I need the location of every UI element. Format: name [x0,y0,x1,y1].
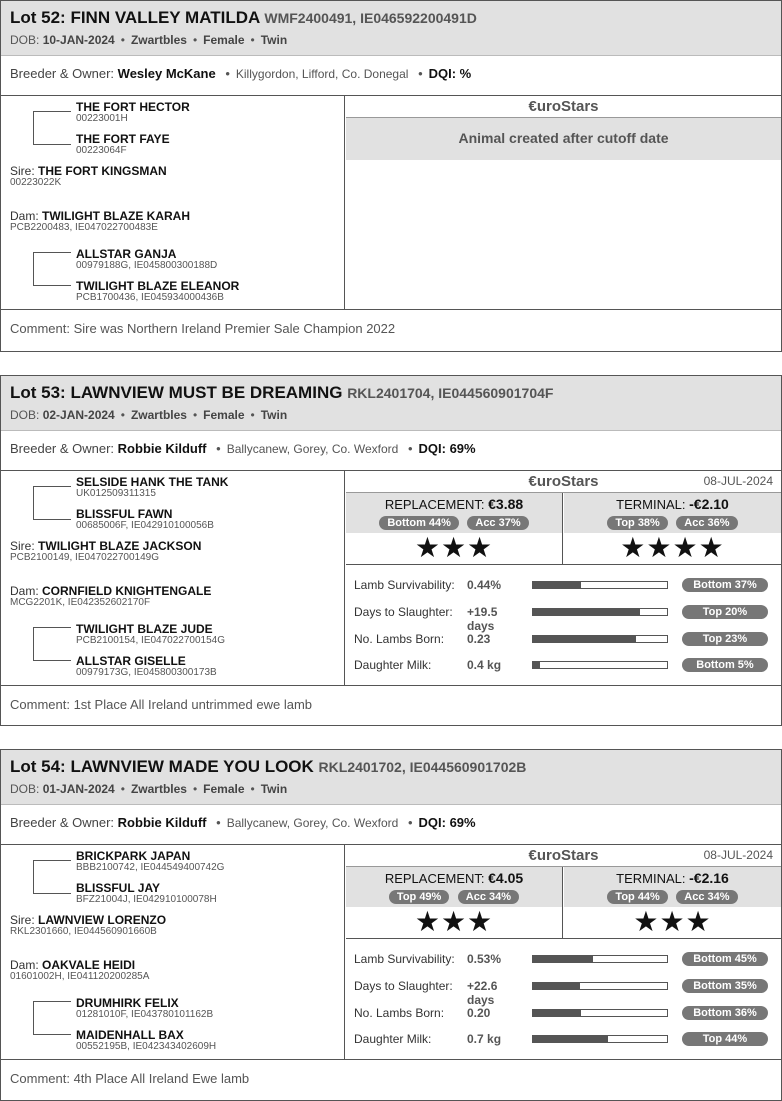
terminal-index [564,867,781,938]
trait-name: Days to Slaughter: [354,605,453,619]
dam-dam-name: MAIDENHALL BAX [76,1028,184,1042]
sire-name [10,539,201,553]
trait-bar [532,661,668,669]
sire-dam-name: THE FORT FAYE [76,132,170,146]
lot-title [10,757,772,777]
birth-type: Twin [260,782,288,796]
trait-row [354,578,781,594]
terminal-stars: ★★★★ [620,532,725,563]
trait-row [354,979,781,1007]
terminal-acc-badge: Acc 36% [676,516,737,530]
trait-name: Days to Slaughter: [354,979,453,993]
terminal-index [564,493,781,564]
owner-location: Killygordon, Lifford, Co. Donegal [235,67,409,81]
lot-header [1,376,781,431]
lot-details: DOB: 01-JAN-2024 • Zwartbles • Female • Twin [10,782,288,796]
dam-id: 01601002H, IE041120200285A [10,971,150,982]
owner-label: Breeder & Owner: [10,66,115,81]
sire-sire-id: BBB2100742, IE044549400742G [76,862,225,873]
trait-row [354,605,781,633]
dqi: DQI: 69% [418,815,476,830]
replacement-stars: ★★★ [414,532,494,563]
replacement-rank-badge: Bottom 44% [379,516,459,530]
lot-header [1,1,781,56]
trait-bar-fill [533,662,540,668]
dam-value: OAKVALE HEIDI [42,958,136,972]
dob-label: DOB: [10,408,40,422]
lot-comment: Comment: 4th Place All Ireland Ewe lamb [10,1071,250,1086]
trait-row [354,952,781,968]
trait-value: 0.7 kg [467,1032,502,1046]
eurostars-title: €uroStars [528,473,599,490]
index-row [346,493,781,565]
terminal-label: TERMINAL: -€2.16 [616,870,729,886]
replacement-value: €4.05 [488,870,524,886]
lot-body [1,471,781,686]
replacement-index [346,493,563,564]
owner-location: Ballycanew, Gorey, Co. Wexford [226,442,399,456]
lot-card [0,375,782,726]
dam-sire-id: 01281010F, IE043780101162B [76,1009,214,1020]
eurostars-panel [346,471,781,685]
replacement-index [346,867,563,938]
trait-rank-badge: Top 44% [682,1032,768,1046]
owner-row: Breeder & Owner: Wesley McKane • Killygordon, Lifford, Co. Donegal • DQI: % [1,56,781,96]
lot-name: Lot 53: LAWNVIEW MUST BE DREAMING [10,383,343,402]
pedigree [1,845,345,1059]
owner-label: Breeder & Owner: [10,815,115,830]
sex: Female [203,408,245,422]
dam-sire-name: TWILIGHT BLAZE JUDE [76,622,213,636]
trait-bar [532,608,668,616]
sire-id: 00223022K [10,177,62,188]
owner-row: Breeder & Owner: Robbie Kilduff • Ballycanew, Gorey, Co. Wexford • DQI: 69% [1,805,781,845]
trait-rank-badge: Bottom 35% [682,979,768,993]
sire-value: THE FORT KINGSMAN [38,164,167,178]
trait-value: 0.44% [467,578,502,592]
eurostars-date: 08-JUL-2024 [703,848,773,862]
trait-name: No. Lambs Born: [354,632,445,646]
breed: Zwartbles [130,408,187,422]
trait-bar-fill [533,956,593,962]
trait-bar [532,1009,668,1017]
replacement-stars: ★★★ [414,906,494,937]
terminal-value: -€2.10 [689,496,729,512]
trait-bar [532,635,668,643]
terminal-label: TERMINAL: -€2.10 [616,496,729,512]
sire-name [10,913,166,927]
dam-dam-name: ALLSTAR GISELLE [76,654,186,668]
dam-name [10,584,211,598]
dob-label: DOB: [10,33,40,47]
sire-dam-name: BLISSFUL JAY [76,881,161,895]
eurostars-title: €uroStars [528,847,599,864]
trait-list [346,565,781,686]
lot-body [1,845,781,1060]
sire-sire-id: 00223001H [76,113,128,124]
terminal-value: -€2.16 [689,870,729,886]
index-row [346,867,781,939]
trait-bar-fill [533,609,640,615]
replacement-rank-badge: Top 49% [389,890,449,904]
cutoff-message: Animal created after cutoff date [346,118,781,160]
trait-name: Daughter Milk: [354,658,432,672]
dam-label: Dam: [10,958,39,972]
trait-list [346,939,781,1060]
sire-sire-name: SELSIDE HANK THE TANK [76,475,229,489]
trait-bar [532,581,668,589]
dob-label: DOB: [10,782,40,796]
trait-rank-badge: Bottom 36% [682,1006,768,1020]
trait-bar-fill [533,983,580,989]
dam-id: PCB2200483, IE047022700483E [10,222,158,233]
sire-dam-id: 00685006F, IE042910100056B [76,520,214,531]
dam-sire-id: 00979188G, IE045800300188D [76,260,218,271]
lot-title [10,383,772,403]
owner-name: Robbie Kilduff [117,815,207,830]
sire-sire-id: UK012509311315 [76,488,156,499]
lot-header [1,750,781,805]
dam-label: Dam: [10,584,39,598]
trait-bar-fill [533,1010,581,1016]
dam-dam-id: 00979173G, IE045800300173B [76,667,217,678]
dam-sire-name: DRUMHIRK FELIX [76,996,179,1010]
dqi: DQI: 69% [418,441,476,456]
replacement-label: REPLACEMENT: €3.88 [384,496,524,512]
sire-id: RKL2301660, IE044560901660B [10,926,157,937]
trait-value: 0.53% [467,952,502,966]
lot-name: Lot 52: FINN VALLEY MATILDA [10,8,260,27]
terminal-rank-badge: Top 44% [607,890,667,904]
sire-label: Sire: [10,539,35,553]
dam-dam-id: 00552195B, IE042343402609H [76,1041,217,1052]
trait-rank-badge: Top 20% [682,605,768,619]
sire-value: TWILIGHT BLAZE JACKSON [38,539,202,553]
replacement-label: REPLACEMENT: €4.05 [384,870,524,886]
pedigree [1,471,345,685]
trait-row [354,1032,781,1048]
lot-card [0,0,782,352]
birth-type: Twin [260,408,288,422]
owner-name: Robbie Kilduff [117,441,207,456]
trait-value: 0.23 [467,632,491,646]
owner-name: Wesley McKane [117,66,216,81]
sire-dam-name: BLISSFUL FAWN [76,507,173,521]
trait-value: 0.20 [467,1006,491,1020]
trait-value: +19.5 days [467,605,498,633]
dam-name [10,958,135,972]
dqi: DQI: % [428,66,472,81]
dob-value: 01-JAN-2024 [42,782,115,796]
trait-name: No. Lambs Born: [354,1006,445,1020]
trait-rank-badge: Bottom 37% [682,578,768,592]
breed: Zwartbles [130,33,187,47]
sire-dam-id: BFZ21004J, IE042910100078H [76,894,217,905]
lot-name: Lot 54: LAWNVIEW MADE YOU LOOK [10,757,314,776]
trait-rank-badge: Top 23% [682,632,768,646]
dam-value: CORNFIELD KNIGHTENGALE [42,584,212,598]
lot-card [0,749,782,1101]
trait-name: Lamb Survivability: [354,578,455,592]
owner-row: Breeder & Owner: Robbie Kilduff • Ballycanew, Gorey, Co. Wexford • DQI: 69% [1,431,781,471]
dam-name [10,209,190,223]
dam-dam-name: TWILIGHT BLAZE ELEANOR [76,279,240,293]
birth-type: Twin [260,33,288,47]
trait-row [354,1006,781,1022]
lot-body [1,96,781,310]
sire-label: Sire: [10,164,35,178]
sex: Female [203,33,245,47]
owner-location: Ballycanew, Gorey, Co. Wexford [226,816,399,830]
trait-rank-badge: Bottom 5% [682,658,768,672]
trait-row [354,658,781,674]
sire-label: Sire: [10,913,35,927]
lot-ids: RKL2401704, IE044560901704F [347,385,554,401]
trait-bar [532,955,668,963]
trait-name: Lamb Survivability: [354,952,455,966]
pedigree [1,96,345,309]
dam-label: Dam: [10,209,39,223]
eurostars-panel [346,96,781,309]
lot-details: DOB: 10-JAN-2024 • Zwartbles • Female • Twin [10,33,288,47]
trait-value: +22.6 days [467,979,498,1007]
lot-ids: WMF2400491, IE046592200491D [264,10,477,26]
lot-title [10,8,772,28]
trait-row [354,632,781,648]
terminal-acc-badge: Acc 34% [676,890,737,904]
dob-value: 10-JAN-2024 [42,33,115,47]
eurostars-header [346,845,781,867]
replacement-acc-badge: Acc 34% [458,890,519,904]
trait-rank-badge: Bottom 45% [682,952,768,966]
trait-bar-fill [533,582,581,588]
eurostars-panel [346,845,781,1059]
lot-details: DOB: 02-JAN-2024 • Zwartbles • Female • Twin [10,408,288,422]
replacement-acc-badge: Acc 37% [467,516,528,530]
trait-value: 0.4 kg [467,658,502,672]
trait-bar [532,1035,668,1043]
dam-sire-name: ALLSTAR GANJA [76,247,177,261]
sire-value: LAWNVIEW LORENZO [38,913,167,927]
breed: Zwartbles [130,782,187,796]
eurostars-title: €uroStars [346,96,781,118]
replacement-value: €3.88 [488,496,524,512]
dam-id: MCG2201K, IE042352602170F [10,597,151,608]
sire-id: PCB2100149, IE047022700149G [10,552,160,563]
trait-bar [532,982,668,990]
lot-ids: RKL2401702, IE044560901702B [318,759,527,775]
trait-bar-fill [533,1036,608,1042]
sire-sire-name: BRICKPARK JAPAN [76,849,191,863]
lot-comment: Comment: 1st Place All Ireland untrimmed ewe lamb [10,697,313,712]
sex: Female [203,782,245,796]
eurostars-header [346,471,781,493]
lot-comment: Comment: Sire was Northern Ireland Premier Sale Champion 2022 [10,321,396,336]
sire-sire-name: THE FORT HECTOR [76,100,190,114]
dam-dam-id: PCB1700436, IE045934000436B [76,292,224,303]
owner-label: Breeder & Owner: [10,441,115,456]
trait-name: Daughter Milk: [354,1032,432,1046]
dam-sire-id: PCB2100154, IE047022700154G [76,635,226,646]
trait-bar-fill [533,636,636,642]
sire-dam-id: 00223064F [76,145,127,156]
dam-value: TWILIGHT BLAZE KARAH [42,209,190,223]
terminal-stars: ★★★ [633,906,712,937]
eurostars-date: 08-JUL-2024 [703,474,773,488]
terminal-rank-badge: Top 38% [607,516,667,530]
dob-value: 02-JAN-2024 [42,408,115,422]
sire-name [10,164,167,178]
